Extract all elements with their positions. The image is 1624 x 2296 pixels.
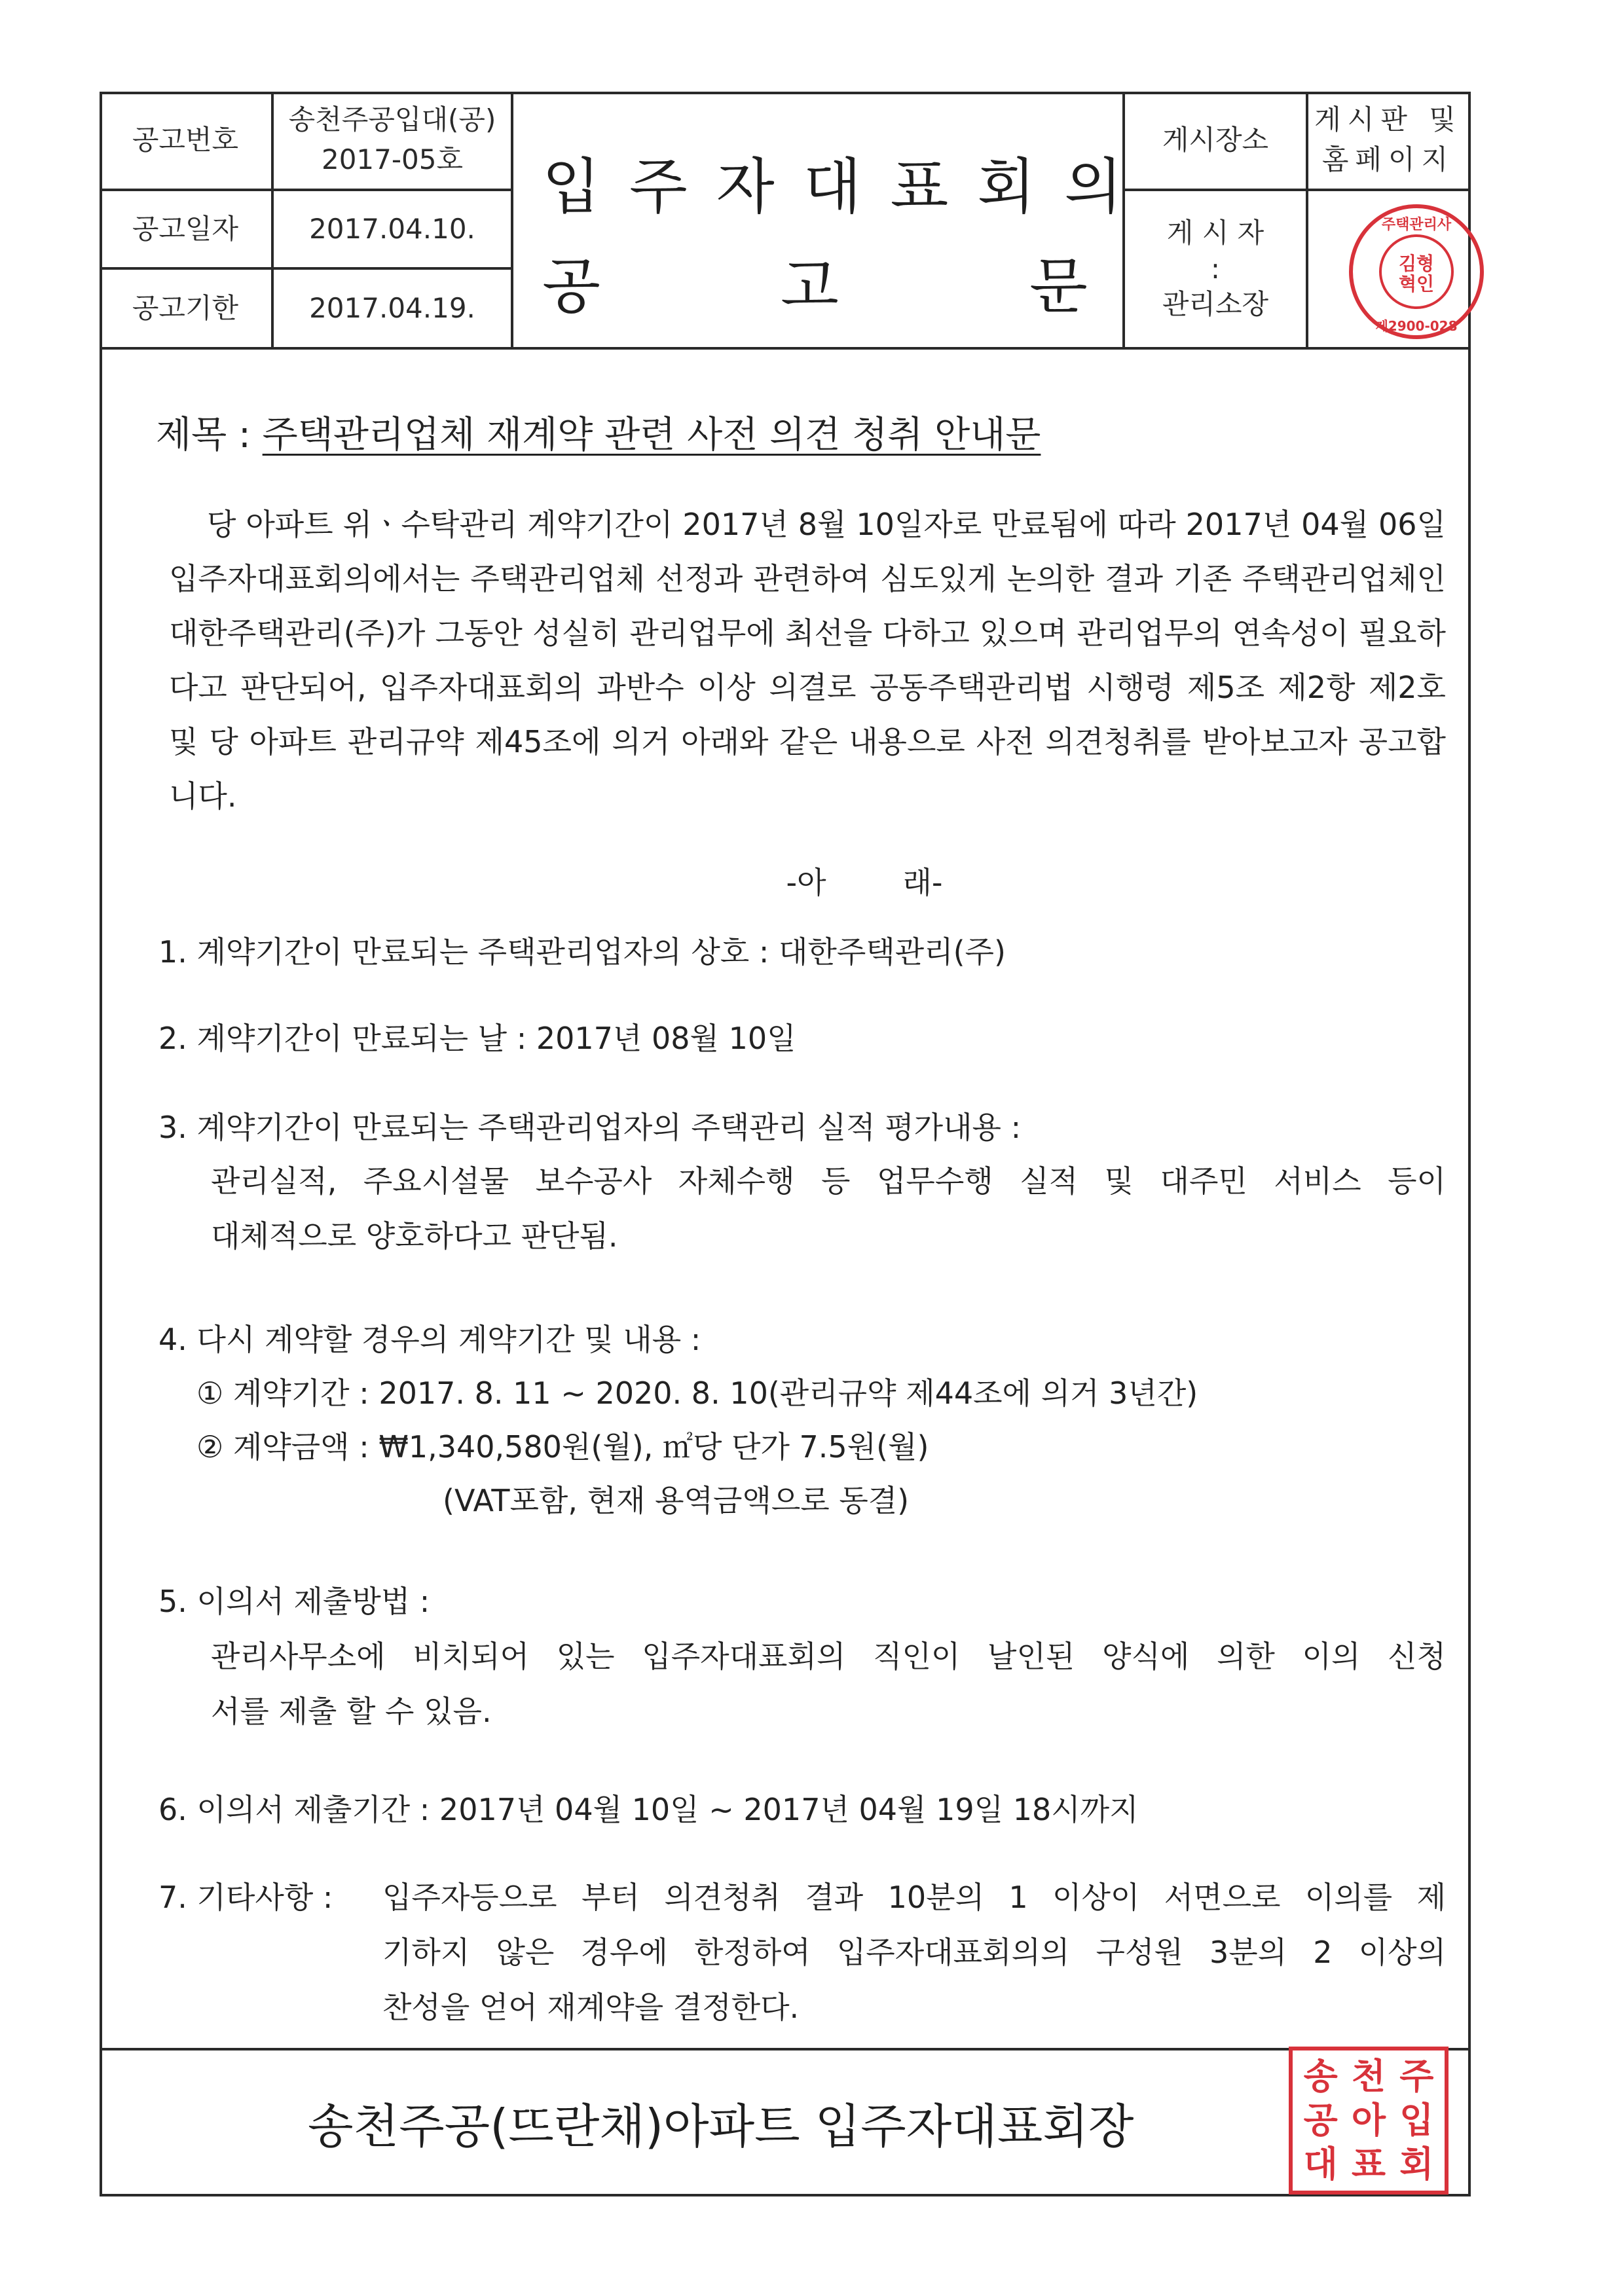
seal-char: 표 — [1351, 2143, 1386, 2185]
seal-char: 천 — [1351, 2055, 1386, 2097]
item-4-contract-period: ① 계약기간 : 2017. 8. 11 ~ 2020. 8. 10(관리규약 제44조에 의거 3년간) — [196, 1376, 1198, 1411]
notice-no-line2: 2017-05호 — [321, 143, 464, 175]
seal-char: 주 — [1399, 2055, 1434, 2097]
seal-top-text: 주택관리사 — [1381, 217, 1452, 233]
notice-date-value: 2017.04.10. — [309, 212, 475, 245]
footer-divider — [100, 2048, 1471, 2050]
notice-title-char-2: 고 — [781, 251, 839, 321]
item-7-heading: 7. 기타사항 : — [158, 1880, 333, 1915]
item-7-body-line3: 찬성을 얻어 재계약을 결정한다. — [382, 1990, 800, 2025]
notice-no-value — [274, 92, 511, 189]
item-3-body-line1: 관리실적, 주요시설물 보수공사 자체수행 등 업무수행 실적 및 대주민 서비스 등이 — [211, 1163, 1446, 1199]
seal-char: 송 — [1303, 2055, 1338, 2097]
item-2: 2. 계약기간이 만료되는 날 : 2017년 08월 10일 — [158, 1021, 796, 1056]
notice-header-table — [100, 92, 1471, 350]
subject-label: 제목 : — [156, 414, 263, 456]
manager-round-seal — [1349, 204, 1484, 339]
posting-place-line1: 게시판 및 — [1314, 103, 1462, 136]
notice-no-label: 공고번호 — [132, 123, 239, 156]
item-5-heading: 5. 이의서 제출방법 : — [158, 1584, 430, 1619]
notice-date-label: 공고일자 — [132, 212, 239, 245]
seal-center-line1: 김형 — [1398, 253, 1435, 274]
item-3-body-line2: 대체적으로 양호하다고 판단됨. — [211, 1218, 618, 1254]
poster-label-line3: 관리소장 — [1162, 288, 1269, 321]
below-heading: -아 래- — [786, 865, 943, 900]
item-4-contract-amount: ② 계약금액 : ₩1,340,580원(월), ㎡당 단가 7.5원(월) — [196, 1429, 929, 1465]
posting-place-label: 게시장소 — [1162, 123, 1269, 156]
representative-square-seal — [1289, 2047, 1449, 2195]
seal-char: 공 — [1303, 2099, 1338, 2141]
subject-line — [156, 406, 1041, 458]
notice-no-line1: 송천주공입대(공) — [288, 103, 496, 136]
item-5-body-line2: 서를 제출 할 수 있음. — [211, 1694, 492, 1729]
deadline-label: 공고기한 — [132, 291, 239, 324]
seal-bottom-text: 제2900-028 — [1375, 318, 1458, 334]
item-6: 6. 이의서 제출기간 : 2017년 04월 10일 ~ 2017년 04월 19일 18시까지 — [158, 1792, 1139, 1827]
notice-title-line1: 입주자대표회의 — [542, 152, 1152, 222]
item-3-heading: 3. 계약기간이 만료되는 주택관리업자의 주택관리 실적 평가내용 : — [158, 1110, 1022, 1145]
poster-label-line2: : — [1210, 252, 1221, 285]
notice-title-char-1: 공 — [542, 251, 600, 321]
item-7-body-line1: 입주자등으로 부터 의견청취 결과 10분의 1 이상이 서면으로 이의를 제 — [382, 1880, 1446, 1915]
seal-center-line2: 혁인 — [1398, 272, 1435, 295]
poster-label-line1: 게 시 자 — [1166, 217, 1264, 249]
intro-paragraph: 당 아파트 위ㆍ수탁관리 계약기간이 2017년 8월 10일자로 만료됨에 따라 2017년 04월 06일 입주자대표회의에서는 주택관리업체 선정과 관련하여 심도있게 논의한 결과 기존 주택관리업체인 대한주택관리(주)가 그동안 성실히 관리업무에 최선을 다하고 있으며 관리업무의 연속성이 필요하다고 판단되어, 입주자대표회의 과반수 이상 의결로 공동주택관리법 시행령 제5조 제2항 제2호 및 당 아파트 관리규약 제45조에 의거 아래와 같은 내용으로 사전 의견청취를 받아보고자 공고합니다. — [169, 507, 1446, 814]
item-4-heading: 4. 다시 계약할 경우의 계약기간 및 내용 : — [158, 1322, 701, 1357]
seal-center-text — [1353, 254, 1480, 295]
item-7-body-line2: 기하지 않은 경우에 한정하여 입주자대표회의의 구성원 3분의 2 이상의 — [382, 1935, 1446, 1970]
deadline-value: 2017.04.19. — [309, 291, 475, 324]
item-4-amount-note: (VAT포함, 현재 용역금액으로 동결) — [443, 1483, 910, 1518]
item-1: 1. 계약기간이 만료되는 주택관리업자의 상호 : 대한주택관리(주) — [158, 934, 1006, 970]
posting-place-line2: 홈페이지 — [1321, 143, 1455, 175]
issuer-name: 송천주공(뜨란채)아파트 입주자대표회장 — [308, 2099, 1134, 2154]
seal-char: 입 — [1399, 2099, 1434, 2141]
subject-text: 주택관리업체 재계약 관련 사전 의견 청취 안내문 — [262, 414, 1041, 456]
posting-place-value — [1308, 92, 1468, 189]
poster-label — [1125, 191, 1306, 347]
seal-char: 아 — [1351, 2099, 1386, 2141]
seal-char: 대 — [1303, 2143, 1338, 2185]
notice-title-char-3: 문 — [1029, 251, 1088, 321]
item-5-body-line1: 관리사무소에 비치되어 있는 입주자대표회의 직인이 날인된 양식에 의한 이의 신청 — [211, 1639, 1446, 1674]
seal-char: 회 — [1399, 2143, 1434, 2185]
